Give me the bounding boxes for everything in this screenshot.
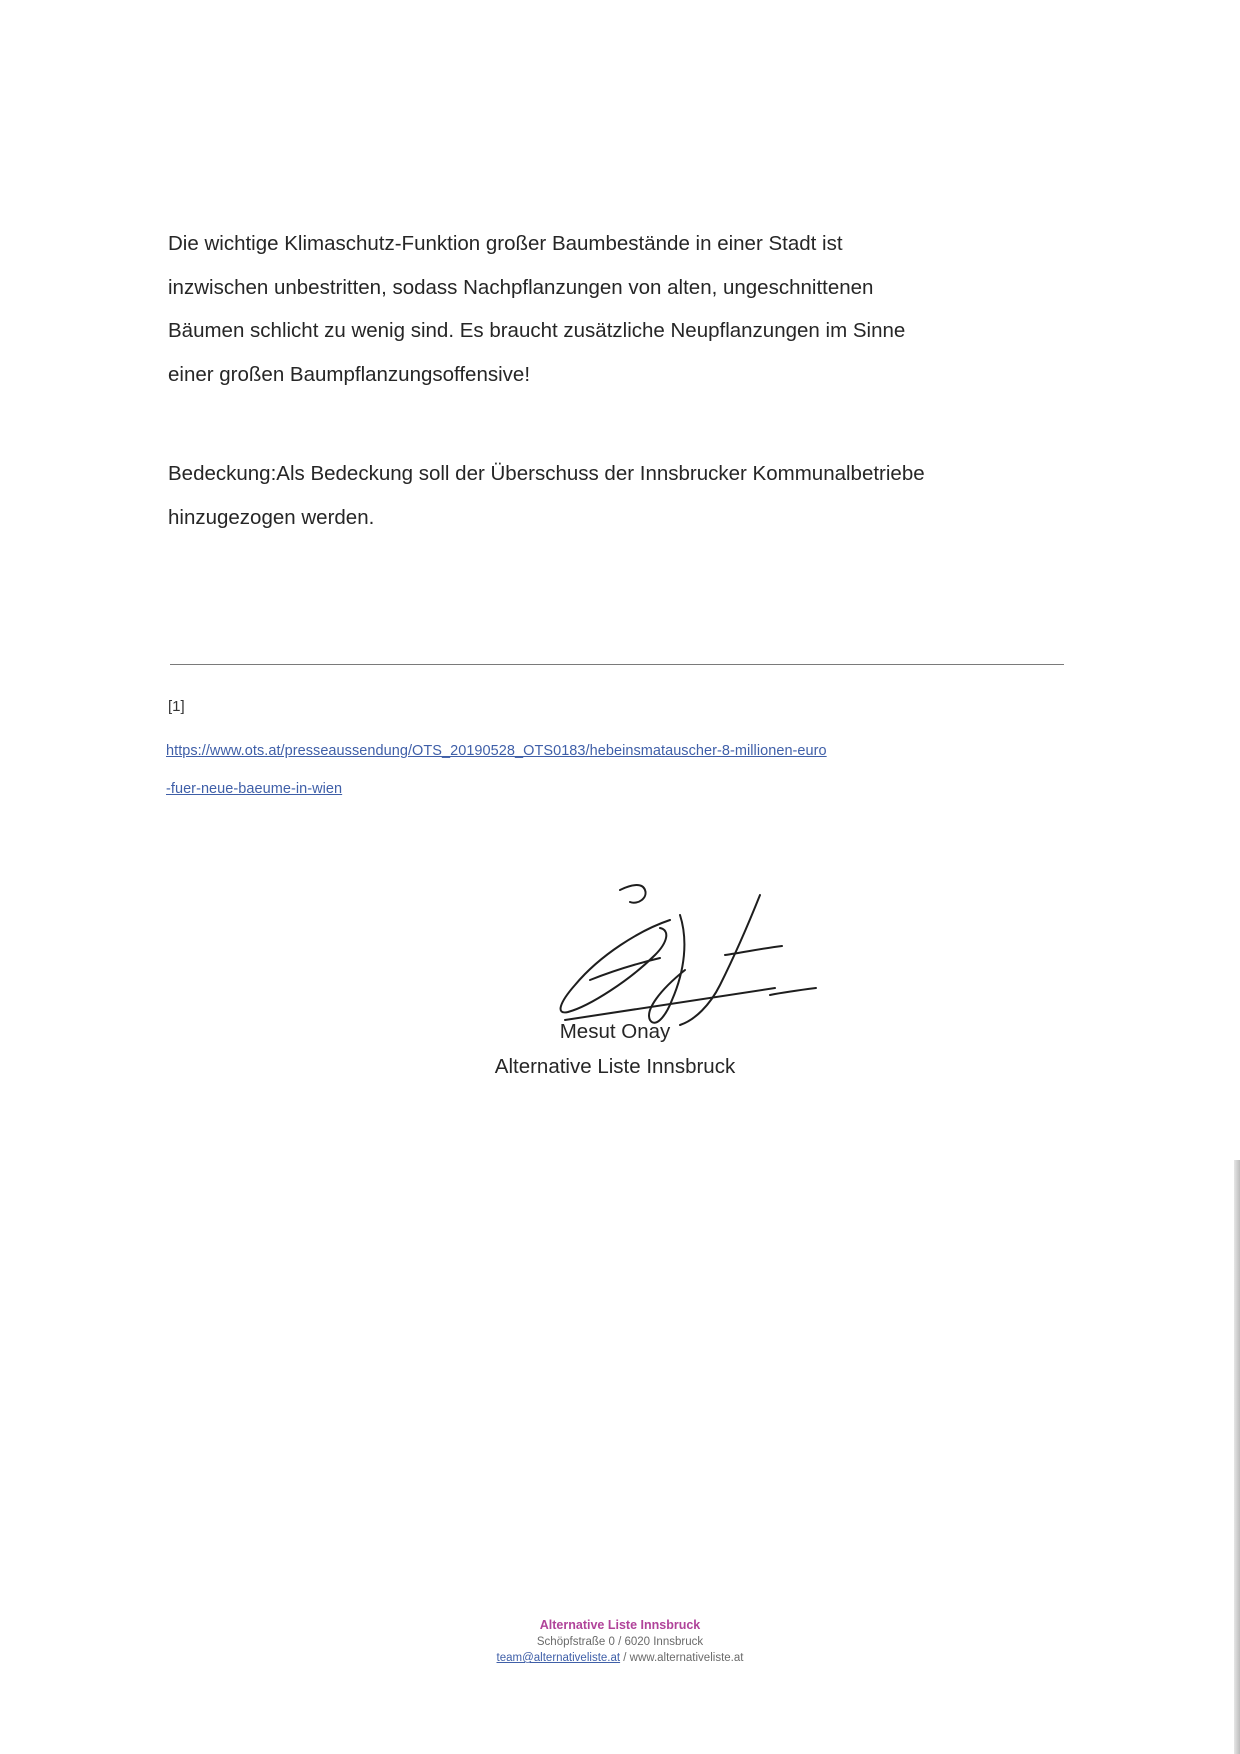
paragraph-climate — [168, 222, 1068, 396]
signer-name: Mesut Onay — [559, 1020, 671, 1043]
footer-website[interactable]: www.alternativeliste.at — [629, 1652, 744, 1664]
footnote-link[interactable] — [166, 732, 1080, 808]
letterhead-footer — [420, 1617, 820, 1667]
footnote-divider — [170, 664, 1064, 665]
paragraph-line: inzwischen unbestritten, sodass Nachpflanzungen von alten, ungeschnittenen — [168, 275, 874, 299]
signer-organization: Alternative Liste Innsbruck — [494, 1055, 736, 1078]
scan-edge-shadow — [1234, 1160, 1240, 1754]
paragraph-line: Bäumen schlicht zu wenig sind. Es braucht zusätzliche Neupflanzungen im Sinne — [168, 319, 906, 342]
footnote-link-line[interactable]: https://www.ots.at/presseaussendung/OTS_20190528_OTS0183/hebeinsmatauscher-8-millionen-euro — [166, 743, 827, 759]
handwritten-signature — [520, 860, 890, 1040]
paragraph-line: hinzugezogen werden. — [168, 505, 375, 529]
footer-address: Schöpfstraße 0 / 6020 Innsbruck — [536, 1635, 704, 1648]
footer-contact — [420, 1650, 820, 1667]
paragraph-line: Die wichtige Klimaschutz-Funktion großer Baumbestände in einer Stadt ist — [168, 232, 843, 255]
footnote-link-line[interactable]: -fuer-neue-baeume-in-wien — [166, 781, 343, 797]
paragraph-line: einer großen Baumpflanzungsoffensive! — [168, 362, 531, 386]
footer-separator: / — [620, 1652, 630, 1664]
footer-email-link[interactable]: team@alternativeliste.at — [496, 1652, 621, 1664]
footer-brand: Alternative Liste Innsbruck — [539, 1618, 701, 1632]
paragraph-funding — [168, 452, 1068, 539]
footnote-marker: [1] — [168, 698, 185, 715]
paragraph-line: Bedeckung:Als Bedeckung soll der Überschuss der Innsbrucker Kommunalbetriebe — [168, 462, 925, 485]
